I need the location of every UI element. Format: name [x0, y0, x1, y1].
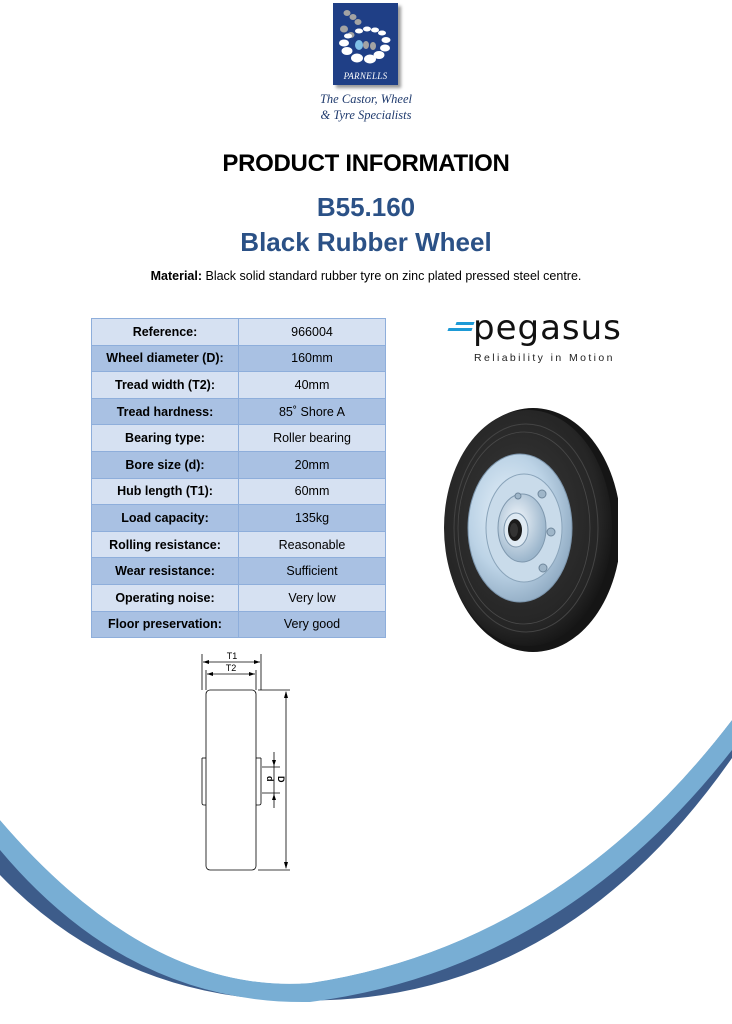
spec-value: Very low — [239, 584, 386, 611]
logo-dash-icon — [455, 322, 474, 325]
spec-value: 966004 — [239, 319, 386, 346]
spec-value: Roller bearing — [239, 425, 386, 452]
spec-value: 160mm — [239, 345, 386, 372]
table-row — [92, 398, 386, 425]
table-row — [92, 584, 386, 611]
label-t2: T2 — [225, 663, 237, 673]
spec-value: Reasonable — [239, 531, 386, 558]
spec-value: 135kg — [239, 505, 386, 532]
label-t1: T1 — [226, 651, 238, 661]
product-code: B55.160 — [316, 192, 416, 222]
table-row — [92, 451, 386, 478]
table-row — [92, 345, 386, 372]
pegasus-wordmark: pegasus — [473, 308, 622, 348]
spec-label: Tread width (T2): — [92, 372, 239, 399]
table-row — [92, 611, 386, 638]
spec-value: 60mm — [239, 478, 386, 505]
spec-label: Bore size (d): — [92, 451, 239, 478]
table-row — [92, 372, 386, 399]
spec-table — [91, 318, 386, 638]
spec-label: Wear resistance: — [92, 558, 239, 585]
label-bore-d: d — [265, 776, 275, 782]
spec-label: Load capacity: — [92, 505, 239, 532]
wheel-product-image — [438, 400, 618, 660]
spec-label: Operating noise: — [92, 584, 239, 611]
spec-value: 20mm — [239, 451, 386, 478]
spec-label: Rolling resistance: — [92, 531, 239, 558]
spec-label: Tread hardness: — [92, 398, 239, 425]
material-text: Black solid standard rubber tyre on zinc plated pressed steel centre. — [202, 269, 582, 283]
pegasus-slogan: Reliability in Motion — [474, 352, 615, 364]
footer-swoosh — [0, 700, 732, 1024]
logo-dash-icon — [447, 328, 472, 331]
tagline-line-2: & Tyre Specialists — [320, 108, 412, 122]
spec-value: Very good — [239, 611, 386, 638]
table-row — [92, 425, 386, 452]
table-row — [92, 558, 386, 585]
spec-label: Bearing type: — [92, 425, 239, 452]
table-row — [92, 505, 386, 532]
table-row — [92, 478, 386, 505]
spec-value: Sufficient — [239, 558, 386, 585]
parnells-logo — [333, 3, 398, 85]
spec-value: 85˚ Shore A — [239, 398, 386, 425]
material-label: Material: — [150, 269, 203, 283]
material-description — [0, 269, 732, 283]
table-row — [92, 531, 386, 558]
pegasus-logo — [444, 308, 624, 372]
spec-value: 40mm — [239, 372, 386, 399]
spec-label: Hub length (T1): — [92, 478, 239, 505]
brand-name: PARNELLS — [343, 71, 388, 81]
page-title: PRODUCT INFORMATION — [222, 150, 510, 177]
spec-label: Reference: — [92, 319, 239, 346]
spec-label: Wheel diameter (D): — [92, 345, 239, 372]
label-diameter-D: D — [276, 776, 286, 783]
product-name: Black Rubber Wheel — [240, 227, 492, 257]
tagline-line-1: The Castor, Wheel — [319, 92, 412, 106]
table-row — [92, 319, 386, 346]
spec-label: Floor preservation: — [92, 611, 239, 638]
